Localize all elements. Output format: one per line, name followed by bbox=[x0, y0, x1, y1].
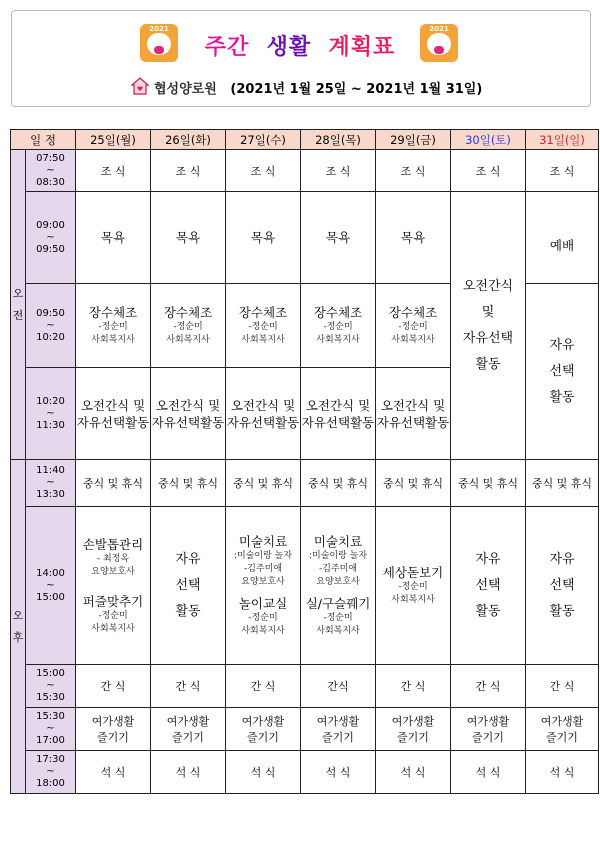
bath-thu: 목욕 bbox=[301, 192, 376, 284]
time-slot: 10:20 ~ 11:30 bbox=[26, 368, 76, 460]
breakfast-mon: 조 식 bbox=[76, 150, 151, 192]
dinner-fri: 석 식 bbox=[376, 751, 451, 794]
pm-program-thu: 미술치료 :미술이랑 놀자 -김주미애 요양보호사 실/구슬꿰기 -정순미 사회복지사 bbox=[301, 507, 376, 665]
ox-mascot-right-icon: 2021 bbox=[420, 24, 458, 62]
breakfast-sat: 조 식 bbox=[451, 150, 526, 192]
am-snack-thu: 오전간식 및 자유선택활동 bbox=[301, 368, 376, 460]
leisure-thu: 여가생활 즐기기 bbox=[301, 708, 376, 751]
lunch-mon: 중식 및 휴식 bbox=[76, 460, 151, 507]
pm-snack-thu: 간식 bbox=[301, 665, 376, 708]
day-mon: 25일(월) bbox=[76, 130, 151, 150]
day-sun: 31일(일) bbox=[526, 130, 599, 150]
time-slot: 17:30 ~ 18:00 bbox=[26, 751, 76, 794]
dinner-wed: 석 식 bbox=[226, 751, 301, 794]
page-title: 주간 생활 계획표 bbox=[204, 35, 396, 60]
header-cell-schedule: 일 정 bbox=[11, 130, 76, 150]
breakfast-wed: 조 식 bbox=[226, 150, 301, 192]
leisure-sun: 여가생활 즐기기 bbox=[526, 708, 599, 751]
lunch-sun: 중식 및 휴식 bbox=[526, 460, 599, 507]
dinner-sat: 석 식 bbox=[451, 751, 526, 794]
dinner-mon: 석 식 bbox=[76, 751, 151, 794]
lunch-fri: 중식 및 휴식 bbox=[376, 460, 451, 507]
day-fri: 29일(금) bbox=[376, 130, 451, 150]
leisure-sat: 여가생활 즐기기 bbox=[451, 708, 526, 751]
lunch-wed: 중식 및 휴식 bbox=[226, 460, 301, 507]
free-activity-sat: 자유 선택 활동 bbox=[451, 507, 526, 665]
pm-snack-sat: 간 식 bbox=[451, 665, 526, 708]
ox-mascot-left-icon: 2021 bbox=[140, 24, 178, 62]
pm-snack-tue: 간 식 bbox=[151, 665, 226, 708]
pm-snack-fri: 간 식 bbox=[376, 665, 451, 708]
day-sat: 30일(토) bbox=[451, 130, 526, 150]
bath-mon: 목욕 bbox=[76, 192, 151, 284]
leisure-wed: 여가생활 즐기기 bbox=[226, 708, 301, 751]
day-thu: 28일(목) bbox=[301, 130, 376, 150]
lunch-thu: 중식 및 휴식 bbox=[301, 460, 376, 507]
weekly-schedule-table bbox=[10, 129, 599, 794]
time-slot: 15:30 ~ 17:00 bbox=[26, 708, 76, 751]
exercise-thu: 장수체조 -정순미 사회복지사 bbox=[301, 284, 376, 368]
am-label: 오 전 bbox=[11, 150, 26, 460]
day-tue: 26일(화) bbox=[151, 130, 226, 150]
worship-sun: 예배 bbox=[526, 192, 599, 284]
dinner-thu: 석 식 bbox=[301, 751, 376, 794]
lunch-tue: 중식 및 휴식 bbox=[151, 460, 226, 507]
am-snack-tue: 오전간식 및 자유선택활동 bbox=[151, 368, 226, 460]
breakfast-thu: 조 식 bbox=[301, 150, 376, 192]
bath-wed: 목욕 bbox=[226, 192, 301, 284]
bath-fri: 목욕 bbox=[376, 192, 451, 284]
exercise-mon: 장수체조 -정순미 사회복지사 bbox=[76, 284, 151, 368]
pm-label: 오 후 bbox=[11, 460, 26, 794]
subtitle: 협성양로원 (2021년 1월 25일 ~ 2021년 1월 31일) bbox=[154, 82, 483, 97]
breakfast-tue: 조 식 bbox=[151, 150, 226, 192]
pm-program-fri: 세상돋보기 -정순미 사회복지사 bbox=[376, 507, 451, 665]
time-slot: 07:50 ~ 08:30 bbox=[26, 150, 76, 192]
am-snack-fri: 오전간식 및 자유선택활동 bbox=[376, 368, 451, 460]
am-snack-wed: 오전간식 및 자유선택활동 bbox=[226, 368, 301, 460]
pm-snack-mon: 간 식 bbox=[76, 665, 151, 708]
day-wed: 27일(수) bbox=[226, 130, 301, 150]
pm-snack-sun: 간 식 bbox=[526, 665, 599, 708]
time-slot: 14:00 ~ 15:00 bbox=[26, 507, 76, 665]
lunch-sat: 중식 및 휴식 bbox=[451, 460, 526, 507]
time-slot: 11:40 ~ 13:30 bbox=[26, 460, 76, 507]
leisure-tue: 여가생활 즐기기 bbox=[151, 708, 226, 751]
exercise-tue: 장수체조 -정순미 사회복지사 bbox=[151, 284, 226, 368]
dinner-sun: 석 식 bbox=[526, 751, 599, 794]
home-heart-icon bbox=[130, 77, 150, 95]
pm-program-mon: 손발톱관리 - 최정옥 요양보호사 퍼즐맞추기 -정순미 사회복지사 bbox=[76, 507, 151, 665]
exercise-fri: 장수체조 -정순미 사회복지사 bbox=[376, 284, 451, 368]
free-activity-sun-am: 자유 선택 활동 bbox=[526, 284, 599, 460]
sat-am-activity: 오전간식 및 자유선택 활동 bbox=[451, 192, 526, 460]
leisure-fri: 여가생활 즐기기 bbox=[376, 708, 451, 751]
leisure-mon: 여가생활 즐기기 bbox=[76, 708, 151, 751]
time-slot: 09:00 ~ 09:50 bbox=[26, 192, 76, 284]
bath-tue: 목욕 bbox=[151, 192, 226, 284]
breakfast-sun: 조 식 bbox=[526, 150, 599, 192]
free-activity-sun: 자유 선택 활동 bbox=[526, 507, 599, 665]
pm-snack-wed: 간 식 bbox=[226, 665, 301, 708]
time-slot: 09:50 ~ 10:20 bbox=[26, 284, 76, 368]
breakfast-fri: 조 식 bbox=[376, 150, 451, 192]
time-slot: 15:00 ~ 15:30 bbox=[26, 665, 76, 708]
dinner-tue: 석 식 bbox=[151, 751, 226, 794]
pm-program-wed: 미술치료 :미술이랑 놀자 -김주미애 요양보호사 놀이교실 -정순미 사회복지사 bbox=[226, 507, 301, 665]
free-activity-tue: 자유 선택 활동 bbox=[151, 507, 226, 665]
exercise-wed: 장수체조 -정순미 사회복지사 bbox=[226, 284, 301, 368]
am-snack-mon: 오전간식 및 자유선택활동 bbox=[76, 368, 151, 460]
